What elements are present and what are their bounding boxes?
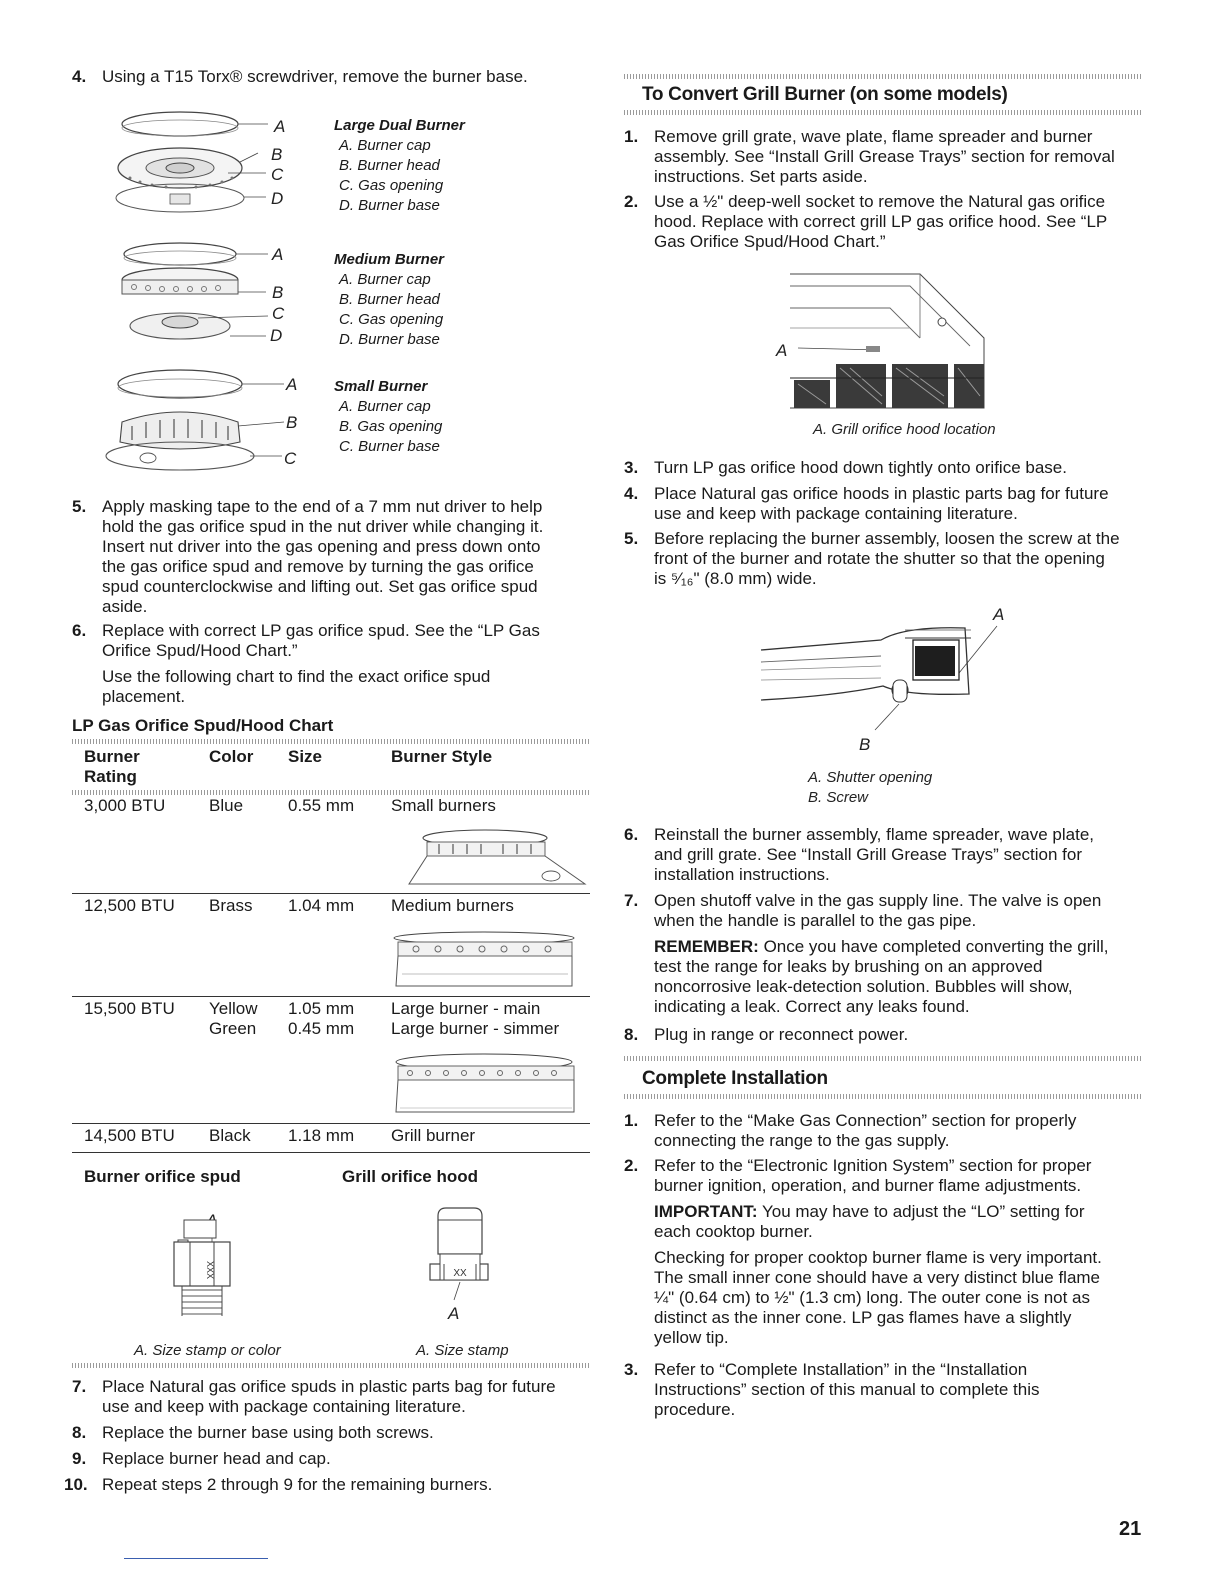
step-text bbox=[654, 529, 1120, 589]
legend-item: B. Burner head bbox=[339, 157, 440, 174]
label-b: B bbox=[271, 145, 283, 164]
hood-title: Grill orifice hood bbox=[342, 1167, 479, 1186]
step-number: 2. bbox=[624, 192, 639, 211]
step-text bbox=[654, 192, 1107, 252]
text-line: use and keep with package containing literature. bbox=[654, 504, 1018, 523]
legend-item: D. Burner base bbox=[339, 197, 440, 214]
small-burner-icon bbox=[405, 826, 590, 888]
header-color: Color bbox=[209, 747, 254, 766]
text-line: Checking for proper cooktop burner flame is very important. bbox=[654, 1248, 1102, 1267]
legend-item: C. Burner base bbox=[339, 438, 440, 455]
orifice-spud-icon bbox=[160, 1208, 240, 1328]
cell-style: Medium burners bbox=[391, 896, 514, 915]
text-line: Before replacing the burner assembly, loosen the screw at the bbox=[654, 529, 1120, 548]
cell-color: Brass bbox=[209, 896, 253, 915]
text-line: Reinstall the burner assembly, flame spreader, wave plate, bbox=[654, 825, 1095, 844]
label-c: C bbox=[271, 165, 284, 184]
text-line: Once you have completed converting the grill, bbox=[758, 937, 1109, 956]
row-divider bbox=[72, 1123, 590, 1124]
step-number: 7. bbox=[624, 891, 639, 910]
text-line: Apply masking tape to the end of a 7 mm nut driver to help bbox=[102, 497, 543, 516]
text-line: assembly. See “Install Grill Grease Trays” section for removal bbox=[654, 147, 1115, 166]
text-line: noncorrosive leak-detection solution. Bubbles will show, bbox=[654, 977, 1073, 996]
footer-rule bbox=[124, 1558, 268, 1559]
text-line: Refer to the “Make Gas Connection” section for properly bbox=[654, 1111, 1077, 1130]
text-line: test the range for leaks by brushing on an approved bbox=[654, 957, 1043, 976]
step-text bbox=[654, 1360, 1040, 1420]
legend-item: B. Gas opening bbox=[339, 418, 443, 435]
step-number: 3. bbox=[624, 1360, 639, 1379]
hatch-divider bbox=[624, 110, 1142, 115]
shutter-caption-a: A. Shutter opening bbox=[808, 769, 933, 786]
step-number: 10. bbox=[64, 1475, 88, 1494]
row-divider bbox=[72, 1152, 590, 1153]
legend-item: D. Burner base bbox=[339, 331, 440, 348]
text-line: and grill grate. See “Install Grill Grease Trays” section for bbox=[654, 845, 1082, 864]
small-burner-illustration bbox=[100, 366, 300, 478]
cell-size-2: 0.45 mm bbox=[288, 1019, 355, 1038]
text-line: Open shutoff valve in the gas supply line. The valve is open bbox=[654, 891, 1102, 910]
cell-style: Small burners bbox=[391, 796, 496, 815]
cell-style: Grill burner bbox=[391, 1126, 476, 1145]
important-label: IMPORTANT: bbox=[654, 1202, 758, 1221]
cell-size: 1.18 mm bbox=[288, 1126, 355, 1145]
shutter-label-b: B bbox=[859, 735, 871, 754]
small-burner-legend bbox=[334, 377, 442, 457]
row-divider bbox=[72, 893, 590, 894]
legend-title: Large Dual Burner bbox=[334, 117, 465, 134]
medium-burner-icon bbox=[392, 928, 582, 990]
step-text bbox=[102, 497, 543, 617]
large-dual-burner-legend bbox=[334, 116, 465, 216]
text-line: Replace with correct LP gas orifice spud. See the “LP Gas bbox=[102, 621, 540, 640]
text-line: Insert nut driver into the gas opening and press down onto bbox=[102, 537, 541, 556]
cell-rating: 3,000 BTU bbox=[84, 796, 166, 815]
label-a: A bbox=[272, 245, 284, 264]
step-text bbox=[654, 891, 1108, 1017]
header-burner: Burner bbox=[84, 747, 140, 766]
text-line: is ⁵⁄₁₆" (8.0 mm) wide. bbox=[654, 569, 817, 588]
text-line: installation instructions. bbox=[654, 865, 830, 884]
burner-shutter-illustration bbox=[755, 600, 1015, 760]
hood-label-a: A bbox=[448, 1304, 460, 1323]
step-number: 3. bbox=[624, 458, 639, 477]
large-dual-burner-illustration bbox=[108, 110, 298, 220]
grill-orifice-location-illustration bbox=[770, 268, 995, 413]
text-line: Refer to “Complete Installation” in the “Installation bbox=[654, 1360, 1028, 1379]
hatch-divider bbox=[72, 739, 590, 744]
cell-style-2: Large burner - simmer bbox=[391, 1019, 560, 1038]
hood-stamp: XX bbox=[453, 1268, 467, 1279]
label-c: C bbox=[284, 449, 297, 468]
spud-caption: A. Size stamp or color bbox=[134, 1342, 281, 1359]
step-text bbox=[102, 1377, 556, 1417]
large-burner-icon bbox=[392, 1050, 582, 1116]
text-line: spud counterclockwise and lifting out. Set gas orifice spud bbox=[102, 577, 538, 596]
medium-burner-illustration bbox=[108, 238, 298, 353]
important-note bbox=[654, 1202, 1102, 1222]
cell-size: 0.55 mm bbox=[288, 796, 355, 815]
text-line: use and keep with package containing literature. bbox=[102, 1397, 466, 1416]
step-text: Replace the burner base using both screws. bbox=[102, 1423, 434, 1442]
step-number: 9. bbox=[72, 1449, 87, 1468]
hood-caption: A. Size stamp bbox=[416, 1342, 509, 1359]
medium-burner-legend bbox=[334, 250, 444, 350]
text-line: Refer to the “Electronic Ignition System” section for proper bbox=[654, 1156, 1092, 1175]
step-text bbox=[654, 1111, 1076, 1151]
grill-orifice-hood-icon bbox=[420, 1206, 500, 1326]
cell-rating: 12,500 BTU bbox=[84, 896, 175, 915]
step-number: 8. bbox=[72, 1423, 87, 1442]
legend-item: A. Burner cap bbox=[339, 137, 431, 154]
step-number: 8. bbox=[624, 1025, 639, 1044]
spud-title: Burner orifice spud bbox=[84, 1167, 241, 1186]
hatch-divider bbox=[624, 74, 1142, 79]
header-style: Burner Style bbox=[391, 747, 493, 766]
step-number: 2. bbox=[624, 1156, 639, 1175]
step-text bbox=[654, 484, 1109, 524]
text-line: front of the burner and rotate the shutter so that the opening bbox=[654, 549, 1105, 568]
text-line: The small inner cone should have a very distinct blue flame bbox=[654, 1268, 1101, 1287]
text-line: Orifice Spud/Hood Chart.” bbox=[102, 641, 298, 660]
grill-fig-label-a: A bbox=[776, 341, 788, 360]
cell-size: 1.04 mm bbox=[288, 896, 355, 915]
step-number: 7. bbox=[72, 1377, 87, 1396]
header-rating: Rating bbox=[84, 767, 137, 786]
label-d: D bbox=[270, 326, 283, 345]
label-b: B bbox=[286, 413, 298, 432]
shutter-caption-b: B. Screw bbox=[808, 789, 869, 806]
step-number: 6. bbox=[72, 621, 87, 640]
step-number: 1. bbox=[624, 1111, 639, 1130]
text-line: Remove grill grate, wave plate, flame spreader and burner bbox=[654, 127, 1093, 146]
complete-installation-title: Complete Installation bbox=[642, 1068, 828, 1089]
cell-rating: 14,500 BTU bbox=[84, 1126, 175, 1145]
cell-size: 1.05 mm bbox=[288, 999, 355, 1018]
text-line: ¼" (0.64 cm) to ½" (1.3 cm) long. The outer cone is not as bbox=[654, 1288, 1091, 1307]
text-line: aside. bbox=[102, 597, 148, 616]
cell-color-2: Green bbox=[209, 1019, 257, 1038]
remember-label: REMEMBER: bbox=[654, 937, 759, 956]
shutter-label-a: A bbox=[993, 605, 1005, 624]
text-line: distinct as the inner cone. LP gas flames have a slightly bbox=[654, 1308, 1072, 1327]
text-line: Gas Orifice Spud/Hood Chart.” bbox=[654, 232, 886, 251]
text-line: burner ignition, operation, and burner flame adjustments. bbox=[654, 1176, 1082, 1195]
text-line: indicating a leak. Correct any leaks found. bbox=[654, 997, 970, 1016]
page-number: 21 bbox=[1119, 1518, 1142, 1540]
cell-rating: 15,500 BTU bbox=[84, 999, 175, 1018]
label-c: C bbox=[272, 304, 285, 323]
text-line: connecting the range to the gas supply. bbox=[654, 1131, 950, 1150]
label-a: A bbox=[286, 375, 298, 394]
cell-color: Yellow bbox=[209, 999, 258, 1018]
step-text: Turn LP gas orifice hood down tightly onto orifice base. bbox=[654, 458, 1067, 477]
step-number: 1. bbox=[624, 127, 639, 146]
hatch-divider bbox=[72, 790, 590, 795]
legend-title: Medium Burner bbox=[334, 251, 445, 268]
step-number: 5. bbox=[72, 497, 87, 516]
legend-item: C. Gas opening bbox=[339, 177, 444, 194]
text-line: hold the gas orifice spud in the nut driver while changing it. bbox=[102, 517, 544, 536]
text-line: the gas orifice spud and remove by turning the gas orifice bbox=[102, 557, 534, 576]
step-number: 4. bbox=[624, 484, 639, 503]
grill-section-title: To Convert Grill Burner (on some models) bbox=[642, 84, 1008, 105]
text-line: Use a ½" deep-well socket to remove the Natural gas orifice bbox=[654, 192, 1106, 211]
legend-item: B. Burner head bbox=[339, 291, 440, 308]
row-divider bbox=[72, 996, 590, 997]
grill-fig-caption: A. Grill orifice hood location bbox=[813, 421, 996, 438]
step-text bbox=[654, 127, 1115, 187]
step-number: 6. bbox=[624, 825, 639, 844]
cell-style: Large burner - main bbox=[391, 999, 541, 1018]
hatch-divider bbox=[624, 1094, 1142, 1099]
step-text bbox=[654, 825, 1094, 885]
text-line: Use the following chart to find the exact orifice spud bbox=[102, 667, 491, 686]
label-d: D bbox=[271, 189, 284, 208]
hatch-divider bbox=[624, 1056, 1142, 1061]
step-text bbox=[102, 621, 540, 707]
text-line: Instructions” section of this manual to complete this bbox=[654, 1380, 1040, 1399]
step-text: Replace burner head and cap. bbox=[102, 1449, 331, 1468]
text-line: each cooktop burner. bbox=[654, 1222, 813, 1241]
spud-stamp: XXX bbox=[205, 1260, 215, 1280]
step-number: 4. bbox=[72, 67, 87, 86]
text-line: hood. Replace with correct grill LP gas orifice hood. See “LP bbox=[654, 212, 1108, 231]
text-line: instructions. Set parts aside. bbox=[654, 167, 868, 186]
text-line: placement. bbox=[102, 687, 186, 706]
label-a: A bbox=[274, 117, 286, 136]
text-line: Place Natural gas orifice hoods in plastic parts bag for future bbox=[654, 484, 1109, 503]
step-text: Using a T15 Torx® screwdriver, remove the burner base. bbox=[102, 67, 528, 86]
legend-item: A. Burner cap bbox=[339, 398, 431, 415]
legend-title: Small Burner bbox=[334, 378, 428, 395]
header-size: Size bbox=[288, 747, 323, 766]
chart-title: LP Gas Orifice Spud/Hood Chart bbox=[72, 716, 334, 735]
legend-item: C. Gas opening bbox=[339, 311, 444, 328]
label-b: B bbox=[272, 283, 284, 302]
text-line: Place Natural gas orifice spuds in plastic parts bag for future bbox=[102, 1377, 556, 1396]
text-line: You may have to adjust the “LO” setting for bbox=[757, 1202, 1085, 1221]
text-line: procedure. bbox=[654, 1400, 736, 1419]
step-text: Plug in range or reconnect power. bbox=[654, 1025, 909, 1044]
remember-note bbox=[654, 937, 1108, 957]
hatch-divider bbox=[72, 1363, 590, 1368]
text-line: yellow tip. bbox=[654, 1328, 729, 1347]
step-text: Repeat steps 2 through 9 for the remaining burners. bbox=[102, 1475, 493, 1494]
legend-item: A. Burner cap bbox=[339, 271, 431, 288]
cell-color: Blue bbox=[209, 796, 244, 815]
text-line: when the handle is parallel to the gas pipe. bbox=[654, 911, 977, 930]
step-number: 5. bbox=[624, 529, 639, 548]
step-text bbox=[654, 1156, 1102, 1348]
cell-color: Black bbox=[209, 1126, 251, 1145]
